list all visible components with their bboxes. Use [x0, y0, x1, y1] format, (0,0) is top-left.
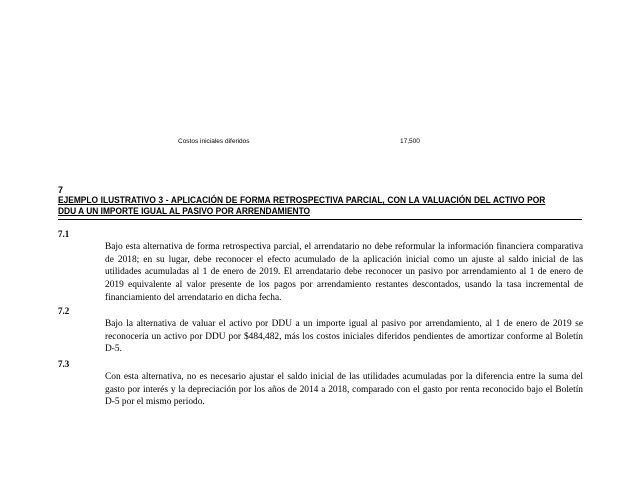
- subsection-paragraph: Con esta alternativa, no es necesario ajustar el saldo inicial de las utilidades acumuladas por la diferencia entre la suma del gasto por interés y la depreciación por los años de 2014 a 2018, comparado con el gasto por renta reconocido bajo el Boletín D-5 por el mismo periodo.: [105, 372, 583, 408]
- subsection-number: 7.2: [58, 306, 70, 316]
- subsection-paragraph: Bajo esta alternativa de forma retrospectiva parcial, el arrendatario no debe reformular la información financiera comparativa de 2018; en su lugar, debe reconocer el efecto acumulado de la aplicación inicial como un ajuste al saldo inicial de las utilidades acumuladas al 1 de enero de 2019. El arrendatario debe reconocer un pasivo por arrendamiento al 1 de enero de 2019 equivalente al valor presente de los pagos por arrendamiento restantes descontados, usando la tasa incremental de financiamiento del arrendatario en dicha fecha.: [105, 242, 583, 303]
- subsection-number: 7.3: [58, 359, 70, 369]
- section-title: EJEMPLO ILUSTRATIVO 3 - APLICACIÓN DE FORMA RETROSPECTIVA PARCIAL, CON LA VALUACIÓN DEL ACTIVO POR DDU A UN IMPORTE IGUAL AL PASIVO POR ARRENDAMIENTO: [58, 195, 546, 216]
- subsection-paragraph: Bajo la alternativa de valuar el activo por DDU a un importe igual al pasivo por arrendamiento, al 1 de enero de 2019 se reconocería un activo por DDU por $484,482, más los costos iniciales diferidos pendientes de amortizar conforme al Boletín D-5.: [105, 319, 583, 355]
- cost-row-value: 17,500: [400, 138, 420, 145]
- section-number: 7: [58, 185, 64, 195]
- subsection-number: 7.1: [58, 229, 70, 239]
- heading-rule: [58, 219, 582, 220]
- cost-row-label: Costos iniciales diferidos: [178, 138, 250, 145]
